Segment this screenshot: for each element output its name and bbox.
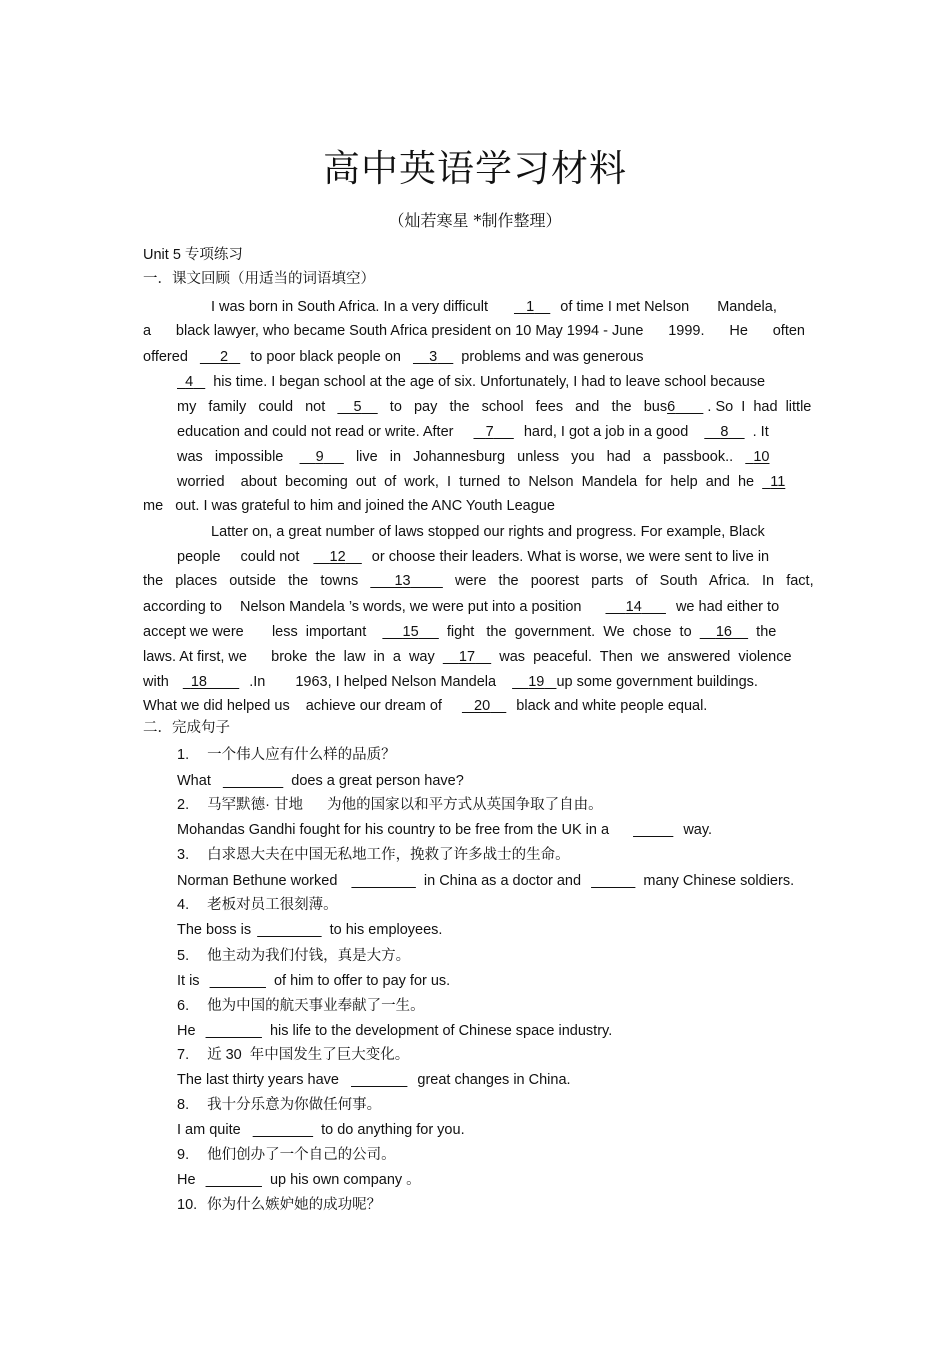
passage-line: education and could not read or write. After 7 hard, I got a job in a good 8 . It — [177, 424, 769, 440]
answer-blank[interactable] — [206, 1022, 262, 1040]
passage-line: offered 2 to poor black people on 3 problems and was generous — [143, 349, 644, 365]
list-item: 10. 你为什么嫉妒她的成功呢？ — [177, 1197, 382, 1213]
answer-blank[interactable] — [223, 772, 283, 790]
answer-line: He his life to the development of Chinese space industry. — [177, 1023, 613, 1039]
blank-3[interactable]: 3 — [429, 349, 438, 365]
passage-line: the places outside the towns 13 were the poorest parts of South Africa. In fact, — [143, 573, 814, 589]
passage-line: What we did helped us achieve our dream of 20 black and white people equal. — [143, 698, 708, 714]
blank-12[interactable]: 12 — [329, 549, 346, 565]
passage-line: accept we were less important 15 fight the government. We chose to 16 the — [143, 624, 777, 640]
blank-18[interactable]: 18 — [190, 674, 207, 690]
blank-5[interactable]: 5 — [353, 399, 362, 415]
blank-17[interactable]: 17 — [458, 649, 476, 665]
blank-15[interactable]: 15 — [402, 624, 419, 640]
blank-11[interactable]: 11 — [770, 474, 786, 490]
passage-line: 4 his time. I began school at the age of six. Unfortunately, I had to leave school because — [177, 373, 765, 391]
answer-line: What does a great person have? — [177, 773, 464, 789]
passage-line: was impossible 9 live in Johannesburg unless you had a passbook.. 10 — [177, 449, 770, 465]
blank-14[interactable]: 14 — [625, 599, 642, 615]
passage-line: laws. At first, we broke the law in a way 17 was peaceful. Then we answered violence — [143, 649, 792, 665]
blank-1[interactable]: 1 — [526, 299, 535, 315]
unit-heading: Unit 5 专项练习 — [143, 247, 243, 263]
answer-blank[interactable] — [257, 921, 321, 939]
blank-7[interactable]: 7 — [485, 424, 494, 440]
passage-line: people could not 12 or choose their leaders. What is worse, we were sent to live in — [177, 549, 770, 565]
passage-line: worried about becoming out of work, I turned to Nelson Mandela for help and he 11 — [177, 474, 786, 490]
page-title: 高中英语学习材料 — [323, 147, 627, 190]
list-item: 5. 他主动为我们付钱，真是大方。 — [177, 948, 411, 964]
answer-blank[interactable] — [351, 1071, 407, 1089]
answer-blank[interactable] — [351, 872, 415, 890]
blank-2[interactable]: 2 — [220, 349, 229, 365]
answer-line: Mohandas Gandhi fought for his country to be free from the UK in a way. — [177, 822, 713, 838]
passage-line: according to Nelson Mandela ’s words, we were put into a position 14 we had either to — [143, 599, 780, 615]
list-item: 3. 白求恩大夫在中国无私地工作，挽救了许多战士的生命。 — [177, 847, 570, 863]
answer-blank[interactable] — [253, 1121, 313, 1139]
answer-blank[interactable] — [633, 821, 673, 839]
answer-line: He up his own company 。 — [177, 1172, 421, 1188]
blank-10[interactable]: 10 — [753, 449, 770, 465]
answer-line: I am quite to do anything for you. — [177, 1122, 465, 1138]
list-item: 1. 一个伟人应有什么样的品质？ — [177, 747, 396, 763]
list-item: 2. 马罕默德· 甘地 为他的国家以和平方式从英国争取了自由。 — [177, 797, 603, 813]
list-item: 6. 他为中国的航天事业奉献了一生。 — [177, 998, 425, 1014]
section2-heading: 二．完成句子 — [143, 720, 230, 736]
blank-9[interactable]: 9 — [315, 449, 324, 465]
passage-line: my family could not 5 to pay the school fees and the bus6 . So I had little — [177, 399, 812, 415]
passage-line: I was born in South Africa. In a very difficult 1 of time I met Nelson Mandela, — [211, 299, 777, 315]
answer-line: The boss is to his employees. — [177, 922, 443, 938]
blank-4[interactable]: 4 — [185, 374, 194, 390]
list-item: 7. 近 30 年中国发生了巨大变化。 — [177, 1047, 410, 1063]
section1-heading: 一．课文回顾（用适当的词语填空） — [143, 271, 375, 287]
list-item: 9. 他们创办了一个自己的公司。 — [177, 1147, 396, 1163]
list-item: 8. 我十分乐意为你做任何事。 — [177, 1097, 382, 1113]
blank-19[interactable]: 19 — [528, 674, 545, 690]
answer-blank[interactable] — [206, 1171, 262, 1189]
blank-6[interactable]: 6 — [667, 399, 676, 415]
list-item: 4. 老板对员工很刻薄。 — [177, 897, 338, 913]
blank-20[interactable]: 20 — [474, 698, 491, 714]
answer-blank[interactable] — [591, 872, 635, 890]
passage-line: with 18 .In 1963, I helped Nelson Mandela 19 up some government buildings. — [143, 674, 758, 690]
passage-line: a black lawyer, who became South Africa president on 10 May 1994 - June 1999. He often — [143, 323, 805, 339]
answer-line: The last thirty years have great changes in China. — [177, 1072, 571, 1088]
passage-line: Latter on, a great number of laws stopped our rights and progress. For example, Black — [211, 524, 765, 540]
blank-16[interactable]: 16 — [715, 624, 732, 640]
passage-line: me out. I was grateful to him and joined the ANC Youth League — [143, 498, 555, 514]
answer-line: It is of him to offer to pay for us. — [177, 973, 451, 989]
blank-8[interactable]: 8 — [720, 424, 729, 440]
blank-13[interactable]: 13 — [394, 573, 411, 589]
answer-line: Norman Bethune worked in China as a doctor and many Chinese soldiers. — [177, 873, 795, 889]
page-subtitle: （灿若寒星 *制作整理） — [388, 211, 562, 230]
answer-blank[interactable] — [210, 972, 266, 990]
